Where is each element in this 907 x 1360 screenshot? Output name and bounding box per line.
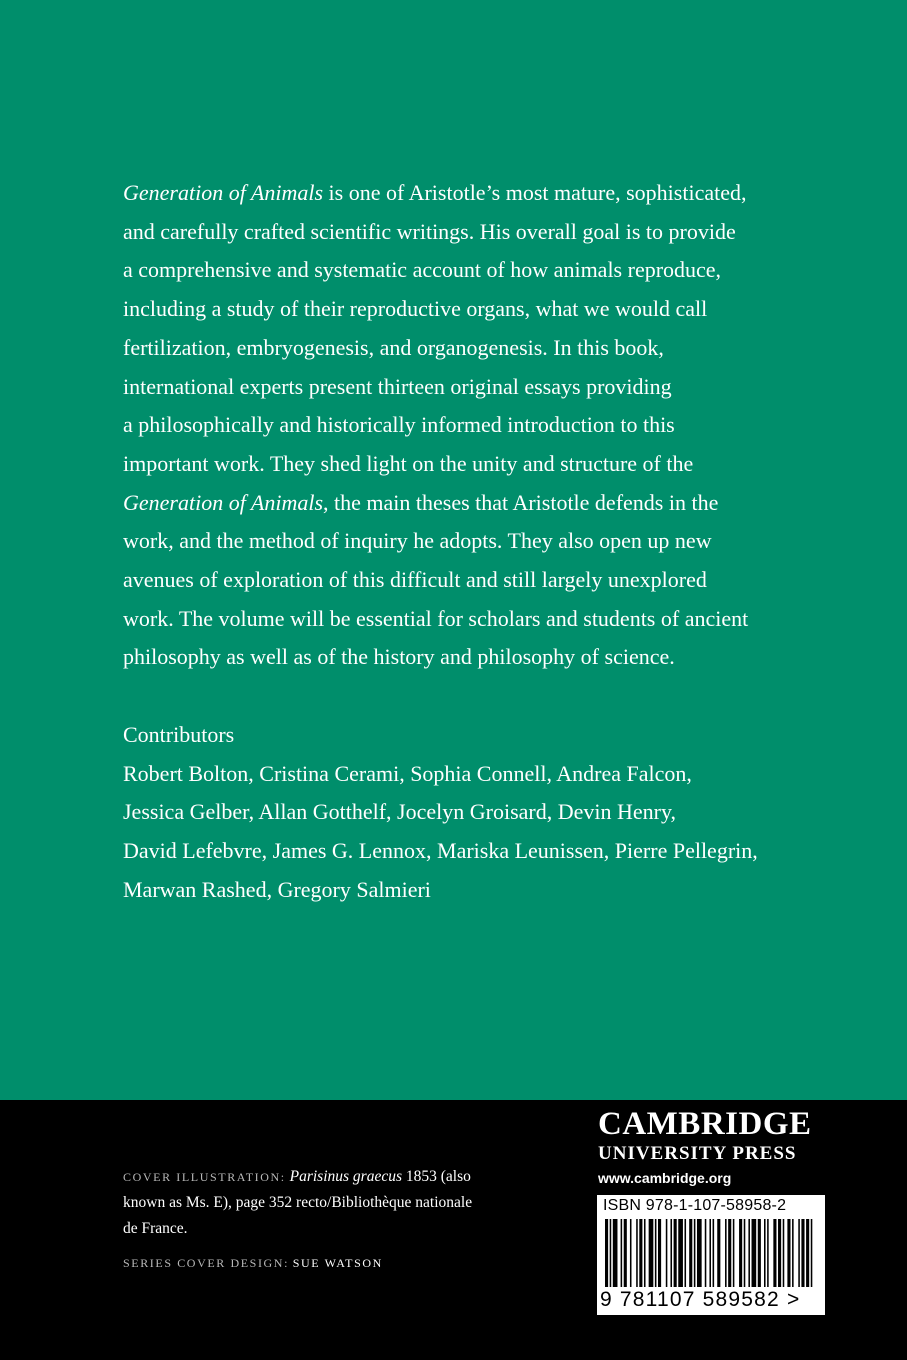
barcode-bar (783, 1219, 785, 1287)
barcode-bar (624, 1219, 627, 1287)
barcode-bar (678, 1219, 683, 1287)
barcode-bar (697, 1219, 702, 1287)
description-text: and carefully crafted scientific writings. His overall goal is to provide (123, 218, 736, 244)
barcode-bar (792, 1219, 794, 1287)
description-line (123, 329, 823, 368)
description-line (123, 174, 823, 213)
cover-illustration-credit (123, 1164, 543, 1242)
description-text: philosophy as well as of the history and philosophy of science. (123, 644, 675, 670)
barcode-bar (709, 1219, 711, 1287)
barcode-bar (613, 1219, 618, 1287)
barcode-bar (674, 1219, 677, 1287)
description-paragraph (123, 174, 823, 677)
description-text: important work. They shed light on the unity and structure of the (123, 450, 694, 476)
barcode-bar (666, 1219, 668, 1287)
publisher-name-line1: CAMBRIDGE (598, 1106, 812, 1142)
description-text: is one of Aristotle’s most mature, sophisticated, (323, 180, 747, 205)
description-text: avenues of exploration of this difficult and still largely unexplored (123, 567, 707, 593)
barcode-bar (658, 1219, 661, 1287)
barcode-bar (694, 1219, 696, 1287)
contributors-line: Robert Bolton, Cristina Cerami, Sophia Connell, Andrea Falcon, (123, 760, 692, 786)
description-line (123, 290, 823, 329)
description-text: international experts present thirteen original essays providing (123, 373, 672, 399)
description-line (123, 251, 823, 290)
book-title-italic: Generation of Animals (123, 489, 324, 515)
book-description (123, 174, 823, 677)
barcode-bar (689, 1219, 692, 1287)
credit-text: 1853 (also (401, 1168, 471, 1185)
series-cover-design-label: SERIES COVER DESIGN: (123, 1256, 290, 1270)
barcode-bar (744, 1219, 746, 1287)
barcode-bar (605, 1219, 608, 1287)
barcode-bar (801, 1219, 804, 1287)
designer-name: SUE WATSON (292, 1256, 383, 1270)
barcode-bar (758, 1219, 761, 1287)
credit-line: known as Ms. E), page 352 recto/Bibliothèque nationale (123, 1194, 473, 1211)
contributors-heading: Contributors (123, 722, 235, 747)
description-line (123, 406, 823, 445)
barcode-bar (739, 1219, 742, 1287)
contributors-line: David Lefebvre, James G. Lennox, Mariska Leunissen, Pierre Pellegrin, (123, 838, 758, 864)
barcode-bar (670, 1219, 672, 1287)
credit-line (123, 1164, 543, 1190)
contributors-line: Jessica Gelber, Allan Gotthelf, Jocelyn Groisard, Devin Henry, (123, 799, 677, 825)
barcode-digits: 9 781107 589582 > (600, 1288, 801, 1311)
barcode-bar (811, 1219, 813, 1287)
description-line (123, 213, 823, 252)
publisher-website: www.cambridge.org (598, 1170, 732, 1186)
barcode-bar (778, 1219, 781, 1287)
barcode-bar (733, 1219, 735, 1287)
barcode-bar (649, 1219, 654, 1287)
description-line (123, 484, 823, 523)
cover-illustration-label: COVER ILLUSTRATION: (123, 1170, 286, 1184)
barcode-bar (773, 1219, 776, 1287)
barcode-bar (787, 1219, 790, 1287)
barcode-bar (630, 1219, 632, 1287)
barcode-bar (655, 1219, 657, 1287)
barcode-bar (767, 1219, 769, 1287)
barcode-bar (639, 1219, 642, 1287)
series-cover-design-credit (123, 1255, 383, 1272)
barcode-bar (636, 1219, 638, 1287)
description-line (123, 600, 823, 639)
isbn-label: ISBN 978-1-107-58958-2 (603, 1197, 787, 1214)
description-line (123, 522, 823, 561)
description-text: work. The volume will be essential for scholars and students of ancient (123, 605, 749, 631)
description-text: work, and the method of inquiry he adopts. They also open up new (123, 528, 712, 554)
barcode-bar (610, 1219, 612, 1287)
barcode-bar (685, 1219, 687, 1287)
description-line (123, 368, 823, 407)
barcode-bar (728, 1219, 731, 1287)
description-line (123, 561, 823, 600)
barcode-bar (748, 1219, 750, 1287)
description-text: a philosophically and historically informed introduction to this (123, 412, 675, 438)
isbn-barcode-box (597, 1195, 825, 1315)
barcode-bar (764, 1219, 766, 1287)
barcode-bar (705, 1219, 707, 1287)
description-text: fertilization, embryogenesis, and organogenesis. In this book, (123, 334, 664, 360)
barcode-bar (806, 1219, 809, 1287)
barcode-bar (713, 1219, 715, 1287)
barcode-bar (644, 1219, 646, 1287)
publisher-name-line2: UNIVERSITY PRESS (598, 1143, 797, 1164)
contributors-line: Marwan Rashed, Gregory Salmieri (123, 876, 431, 902)
description-line (123, 445, 823, 484)
contributors-section (123, 716, 823, 910)
manuscript-name: Parisinus graecus (289, 1168, 402, 1185)
description-text: including a study of their reproductive organs, what we would call (123, 296, 708, 322)
barcode-bar (798, 1219, 800, 1287)
description-text: a comprehensive and systematic account of how animals reproduce, (123, 257, 722, 283)
credit-line: de France. (123, 1220, 188, 1237)
barcode-bar (725, 1219, 727, 1287)
barcode-icon (605, 1219, 817, 1287)
book-title-italic: Generation of Animals (123, 180, 324, 205)
barcode-bar (752, 1219, 757, 1287)
description-line (123, 638, 823, 677)
publisher-logo (598, 1105, 828, 1188)
barcode-bar (621, 1219, 623, 1287)
description-text: , the main theses that Aristotle defends in the (323, 489, 719, 515)
barcode-bar (717, 1219, 720, 1287)
